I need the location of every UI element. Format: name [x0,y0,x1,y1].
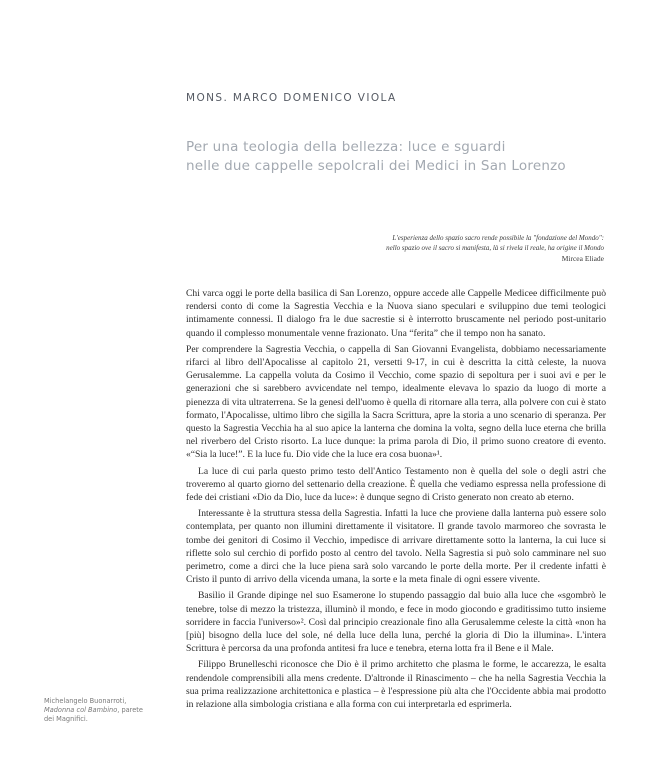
body-paragraph: Per comprendere la Sagrestia Vecchia, o cappella di San Giovanni Evangelista, dobbiamo necessariamente rifarci al libro dell'Apocalisse al capitolo 21, versetti 9-17, in cui è descritta la città celeste, la nuova Gerusalemme. La cappella voluta da Cosimo il Vecchio, come spazio di sepoltura per i suoi avi e per le generazioni che si sarebbero avvicendate nel tempo, idealmente elevava lo spazio da luogo di morte a pienezza di vita ultraterrena. Se la genesi dell'uomo è quella di ritornare alla terra, alla polvere con cui è stato formato, l'Apocalisse, ultimo libro che sigilla la Sacra Scrittura, apre la storia a uno scenario di speranza. Per questo la Sagrestia Vecchia ha al suo apice la lanterna che domina la volta, segno della luce eterna che brilla nel riverbero del Cristo risorto. La luce dunque: la prima parola di Dio, il primo suono creatore di evento. «“Sia la luce!”. E la luce fu. Dio vide che la luce era cosa buona»¹. [186,343,606,461]
epigraph-line-2: nello spazio ove il sacro si manifesta, là si rivela il reale, ha origine il Mondo [386,244,604,252]
caption-work-title: Madonna col Bambino [44,706,118,714]
body-paragraph: Basilio il Grande dipinge nel suo Esamerone lo stupendo passaggio dal buio alla luce che «sgombrò le tenebre, tolse di mezzo la tristezza, illuminò il mondo, e fece in modo giocondo e graditissimo tutto insieme sorridere in faccia l'universo»². Così dal principio creazionale fino alla Gerusalemme celeste la città «non ha [più] bisogno della luce del sole, né della luce della luna, perché la gloria di Dio la illumina». L'intera Scrittura è percorsa da una profonda antitesi fra luce e tenebra, eterna lotta fra il Bene e il Male. [186,590,606,655]
epigraph-attribution: Mircea Eliade [561,254,604,263]
article-title [186,138,626,176]
body-paragraph: Chi varca oggi le porte della basilica di San Lorenzo, oppure accede alle Cappelle Medicee difficilmente può rendersi conto di come la Sagrestia Vecchia e la Nuova siano speculari e sviluppino due temi teologici intimamente connessi. Il dialogo fra le due sacrestie si è interrotto bruscamente nel periodo post-unitario quando il complesso monumentale venne frazionato. Una “ferita” che il tempo non ha sanato. [186,288,606,339]
epigraph [284,233,604,264]
body-paragraph: Interessante è la struttura stessa della Sagrestia. Infatti la luce che proviene dalla lanterna può essere solo contemplata, per quanto non illumini direttamente il visitatore. Il grande tavolo marmoreo che sovrasta le tombe dei genitori di Cosimo il Vecchio, impedisce di arrivare direttamente sotto la lanterna, la cui luce si riflette solo sul cerchio di porfido posto al centro del tavolo. Nella Sagrestia si può solo camminare nel suo perimetro, come a dirci che la luce piena sarà solo varcando le porte della morte. Per il credente infatti è Cristo il punto di arrivo della vicenda umana, la sorte e la meta finale di ogni essere vivente. [186,508,606,586]
epigraph-line-1: L'esperienza dello spazio sacro rende possibile la "fondazione del Mondo": [392,234,604,242]
caption-location: , parete dei Magnifici. [44,706,143,723]
caption-author: Michelangelo Buonarroti, [44,697,127,705]
body-paragraph: Filippo Brunelleschi riconosce che Dio è il primo architetto che plasma le forme, le accarezza, le esalta rendendole comprensibili alla mens credente. D'altronde il Rinascimento – che ha nella Sagrestia Vecchia la sua prima realizzazione architettonica e plastica – è l'espressione più alta che l'Occidente abbia mai prodotto in relazione alla simbologia cristiana e alla forma con cui interpretarla ed esprimerla. [186,659,606,711]
image-caption [44,697,154,724]
article-author: MONS. MARCO DOMENICO VIOLA [186,92,397,104]
article-title-line-1: Per una teologia della bellezza: luce e sguardi [186,139,506,155]
article-body [186,287,606,714]
body-paragraph: La luce di cui parla questo primo testo dell'Antico Testamento non è quella del sole o degli astri che troveremo al quarto giorno del settenario della creazione. È quella che vediamo espressa nella professione di fede dei cristiani «Dio da Dio, luce da luce»: è dunque segno di Cristo generato non creato ab eterno. [186,465,606,504]
article-title-line-2: nelle due cappelle sepolcrali dei Medici in San Lorenzo [186,158,566,174]
